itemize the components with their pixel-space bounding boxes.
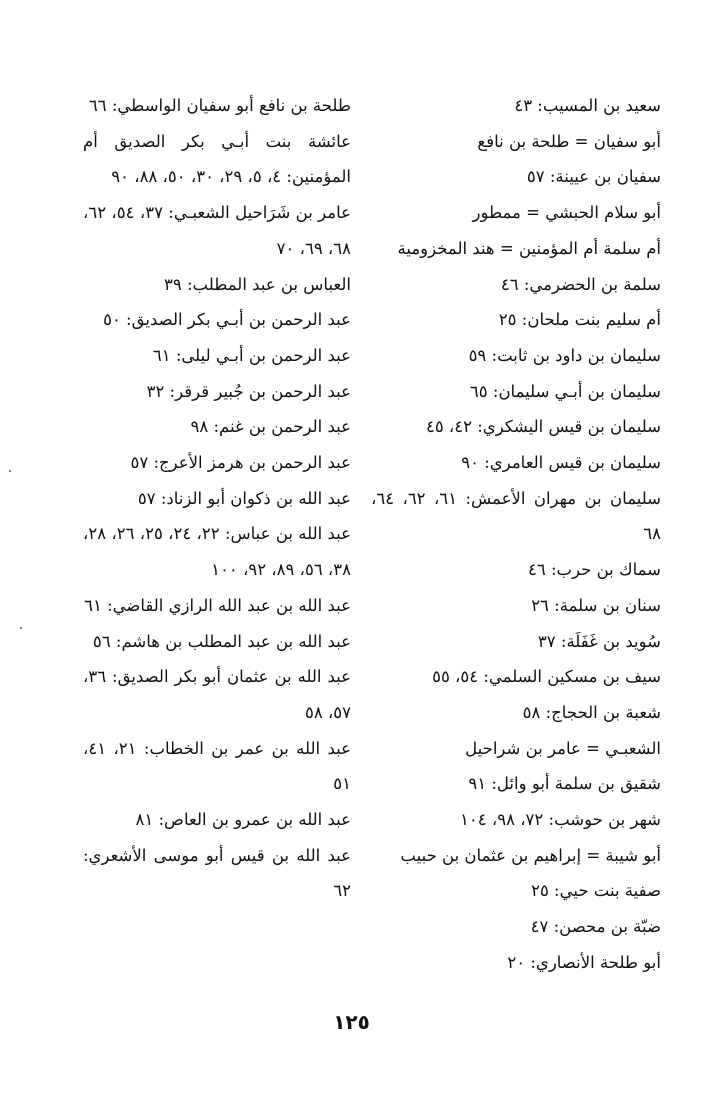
index-entry: سليمان بن داود بن ثابت: ٥٩ [468,345,661,365]
index-entry: شهر بن حوشب: ٧٢، ٩٨، ١٠٤ [460,810,661,830]
index-entry: عبد الله بن عمرو بن العاص: ٨١ [135,810,351,830]
index-entry: سليمان بن أبـي سليمان: ٦٥ [469,381,661,401]
index-entry: عبد الرحمن بن هرمز الأعرج: ٥٧ [130,453,351,473]
index-entry: ضبّة بن محصن: ٤٧ [530,917,661,937]
index-entry: عبد الله بن عباس: ٢٢، ٢٤، ٢٥، ٢٦، ٢٨، ٣٨، ٥٦، ٨٩، ٩٢، ١٠٠ [83,524,352,580]
index-entry: سليمان بن قيس العامري: ٩٠ [461,453,661,473]
index-entry: سماك بن حرب: ٤٦ [527,560,661,580]
index-entry: سليمان بن مهران الأعمش: ٦١، ٦٢، ٦٤، ٦٨ [371,488,662,544]
index-entry: عبد الرحمن بن جُبير قرقر: ٣٢ [146,381,351,401]
index-entry: أبو طلحة الأنصاري: ٢٠ [507,952,661,972]
index-entry: سليمان بن قيس اليشكري: ٤٢، ٤٥ [425,417,661,437]
index-entry: عبد الله بن ذكوان أبو الزناد: ٥٧ [137,488,351,508]
index-entry: سعيد بن المسيب: ٤٣ [514,96,661,115]
index-entry: عبد الله بن عبد المطلب بن هاشم: ٥٦ [92,631,351,651]
index-entry: سلمة بن الحضرمي: ٤٦ [500,274,661,294]
index-entry: سُويد بن غَفَلَة: ٣٧ [537,631,661,651]
index-entry: شعبة بن الحجاج: ٥٨ [522,702,661,722]
index-column-left [83,88,351,909]
index-entry: سيف بن مسكين السلمي: ٥٤، ٥٥ [432,667,661,687]
index-entry: شقيق بن سلمة أبو وائل: ٩١ [468,774,661,794]
index-entry: سفيان بن عيينة: ٥٧ [526,167,661,187]
scan-speck [20,627,22,629]
index-entry: عبد الله بن عمر بن الخطاب: ٢١، ٤١، ٥١ [83,738,351,794]
index-entry: عبد الرحمن بن غنم: ٩٨ [190,417,351,437]
index-entry: أبو سفيان = طلحة بن نافع [477,131,661,151]
index-entry: عبد الرحمن بن أبـي بكر الصديق: ٥٠ [103,310,351,330]
index-entry: الشعبـي = عامر بن شراحيل [465,738,661,758]
index-entry: صفية بنت حيي: ٢٥ [531,881,661,901]
index-entry: عبد الله بن عبد الله الرازي القاضي: ٦١ [84,595,351,615]
index-entry: أبو شيبة = إبراهيم بن عثمان بن حبيب [400,845,661,865]
index-entry: عبد الله بن قيس أبو موسى الأشعري: ٦٢ [83,845,351,901]
index-entry: أبو سلام الحبشي = ممطور [472,203,661,223]
page-number: ١٢٥ [333,1010,370,1034]
index-entry: أم سليم بنت ملحان: ٢٥ [498,310,661,330]
index-entry: العباس بن عبد المطلب: ٣٩ [164,274,351,294]
index-entry: عائشة بنت أبـي بكر الصديق أم المؤمنين: ٤، ٥، ٢٩، ٣٠، ٥٠، ٨٨، ٩٠ [83,131,351,187]
index-entry: سنان بن سلمة: ٢٦ [531,595,661,615]
index-entry: عامر بن شَرَاحيل الشعبـي: ٣٧، ٥٤، ٦٢، ٦٨، ٦٩، ٧٠ [83,203,351,258]
index-entry: طلحة بن نافع أبو سفيان الواسطي: ٦٦ [88,96,351,115]
index-entry: أم سلمة أم المؤمنين = هند المخزومية [397,238,661,258]
index-column-right [371,88,661,981]
index-entry: عبد الله بن عثمان أبو بكر الصديق: ٣٦، ٥٧، ٥٨ [83,667,351,722]
index-entry: عبد الرحمن بن أبـي ليلى: ٦١ [152,345,351,365]
scan-speck [9,470,11,472]
